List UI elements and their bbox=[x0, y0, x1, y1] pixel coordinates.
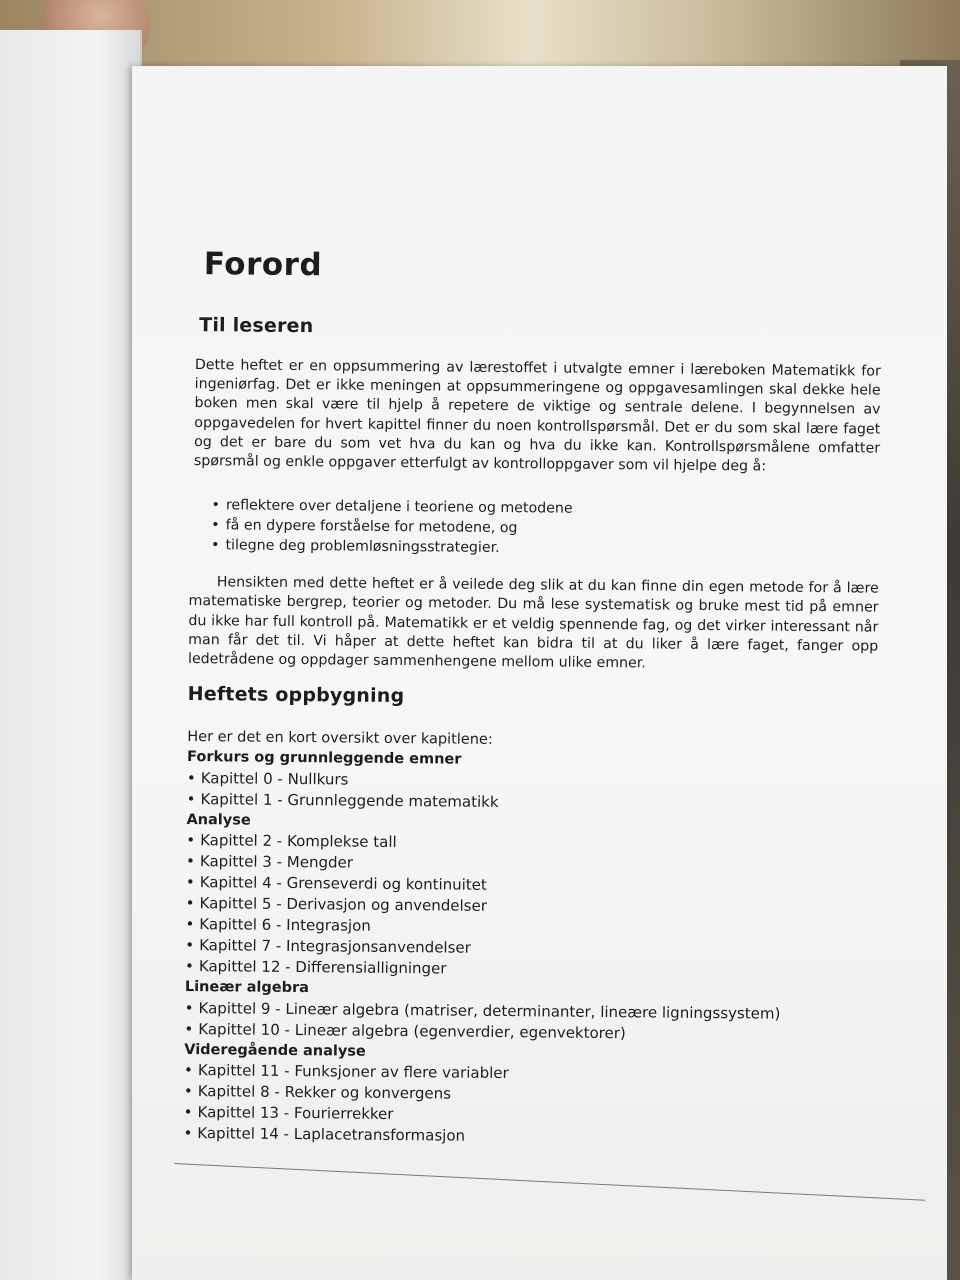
chapter-item: • Kapittel 1 - Grunnleggende matematikk bbox=[187, 789, 877, 817]
chapter-item: • Kapittel 10 - Lineær algebra (egenverdier, egenvektorer) bbox=[184, 1019, 874, 1047]
chapter-item: • Kapittel 4 - Grenseverdi og kontinuitet bbox=[186, 872, 876, 900]
chapter-list bbox=[183, 1060, 874, 1151]
group-title: Videregående analyse bbox=[184, 1041, 366, 1060]
chapter-group bbox=[184, 977, 875, 1046]
chapter-group bbox=[187, 747, 878, 816]
chapter-item: • Kapittel 8 - Rekker og konvergens bbox=[184, 1081, 874, 1109]
chapter-list bbox=[185, 830, 876, 984]
chapter-item: • Kapittel 13 - Fourierrekker bbox=[184, 1102, 874, 1130]
intro-paragraph: Dette heftet er en oppsummering av lærestoffet i utvalgte emner i læreboken Matematikk for ingeniørfag. Det er ikke meningen at oppsummeringene og oppgavesamlingen skal dekke hele boken men skal være til hjelp å repetere de viktige og sentrale delene. I begynnelsen av oppgavedelen for hvert kapittel finner du noen kontrollspørsmål. Det er du som skal lære faget og det er bare du som vet hva du kan og hva du ikke kan. Kontrollspørsmålene omfatter spørsmål og enkle oppgaver etterfulgt av kontrolloppgaver som vil hjelpe deg å: bbox=[193, 357, 881, 475]
purpose-paragraph: Hensikten med dette heftet er å veilede deg slik at du kan finne din egen metode for å lære matematiske bergrep, teorier og metoder. Du må lese systematisk og bruke mest tid på emner du ikke har full kontroll på. Matematikk er et veldig spennende fag, og det virker interessant når man får det til. Vi håper at dette heftet kan bidra til at du liker å lære faget, fanger opp ledetrådene og oppdager sammenhengene mellom ulike emner. bbox=[187, 574, 879, 672]
footer-rule bbox=[174, 1163, 925, 1201]
chapter-item: • Kapittel 9 - Lineær algebra (matriser, determinanter, lineære ligningssystem) bbox=[185, 998, 875, 1026]
chapter-item: • Kapittel 14 - Laplacetransformasjon bbox=[183, 1123, 873, 1151]
group-title: Analyse bbox=[186, 811, 251, 829]
chapter-item: • Kapittel 6 - Integrasjon bbox=[185, 914, 875, 942]
chapter-group bbox=[183, 1040, 874, 1151]
left-page-edge bbox=[0, 30, 142, 1280]
section-heading-til-leseren: Til leseren bbox=[199, 314, 314, 338]
goal-item: • få en dypere forståelse for metodene, og bbox=[211, 515, 879, 541]
section-heading-oppbygning: Heftets oppbygning bbox=[187, 683, 405, 708]
group-title: Lineær algebra bbox=[184, 979, 310, 997]
chapter-list bbox=[184, 998, 874, 1047]
overview-intro: Her er det en kort oversikt over kapitlene: bbox=[187, 729, 493, 749]
chapter-item: • Kapittel 11 - Funksjoner av flere variabler bbox=[184, 1060, 874, 1088]
page-content bbox=[183, 246, 882, 1151]
group-title: Forkurs og grunnleggende emner bbox=[187, 749, 462, 768]
chapter-item: • Kapittel 7 - Integrasjonsanvendelser bbox=[185, 935, 875, 963]
chapter-item: • Kapittel 3 - Mengder bbox=[186, 851, 876, 879]
chapter-item: • Kapittel 12 - Differensialligninger bbox=[185, 956, 875, 984]
chapter-group bbox=[185, 810, 877, 984]
chapter-item: • Kapittel 0 - Nullkurs bbox=[187, 768, 877, 796]
goal-item: • tilegne deg problemløsningsstrategier. bbox=[211, 535, 879, 561]
page-title: Forord bbox=[203, 246, 323, 284]
goal-item: • reflektere over detaljene i teoriene og metodene bbox=[211, 495, 879, 521]
book-page bbox=[132, 66, 947, 1280]
goals-list bbox=[211, 495, 880, 561]
chapter-item: • Kapittel 2 - Komplekse tall bbox=[186, 830, 876, 858]
chapter-item: • Kapittel 5 - Derivasjon og anvendelser bbox=[186, 893, 876, 921]
chapter-list bbox=[187, 768, 877, 817]
